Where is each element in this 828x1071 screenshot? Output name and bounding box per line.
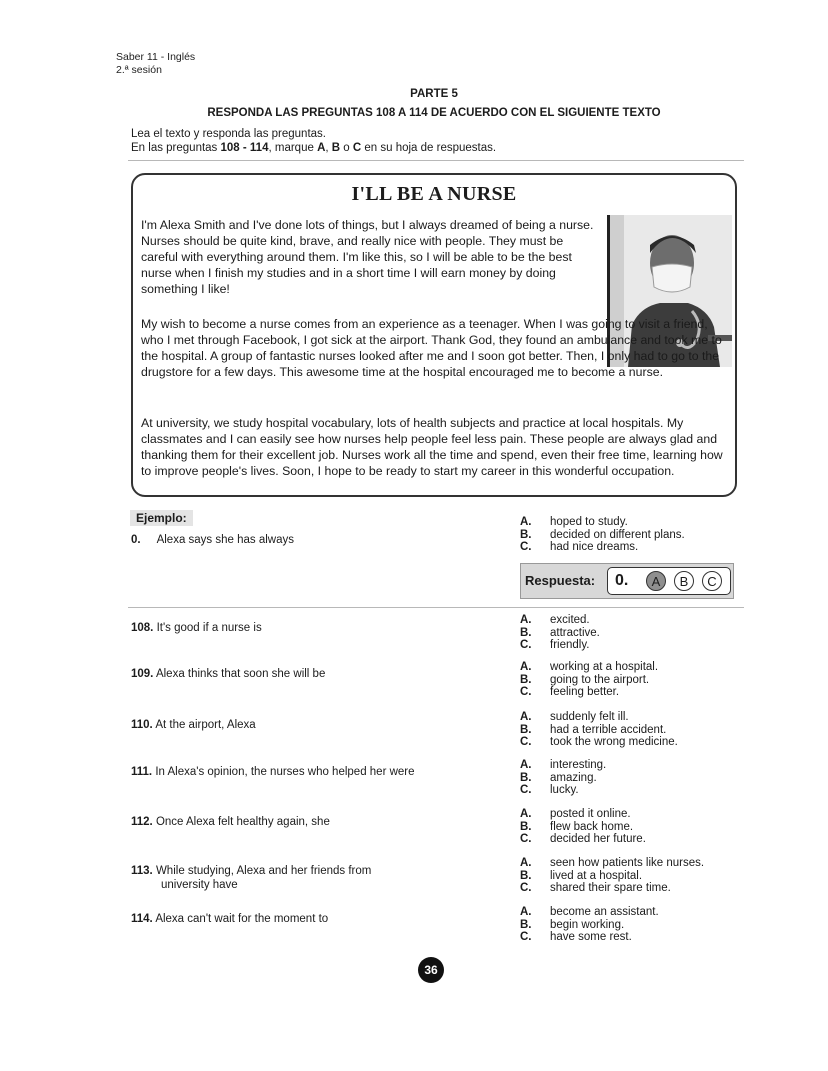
example-question (131, 533, 294, 547)
example-label: Ejemplo: (130, 510, 193, 526)
instruction-line-1: Lea el texto y responda las preguntas. (131, 128, 326, 140)
answer-number: 0. (615, 572, 629, 589)
divider (128, 160, 744, 161)
question-111: 111. In Alexa's opinion, the nurses who helped her were (131, 766, 415, 778)
example-options (520, 516, 685, 554)
question-112-options (520, 808, 646, 846)
exam-subject: Saber 11 - Inglés (116, 51, 196, 63)
example-question-text: Alexa says she has always (156, 534, 295, 546)
question-110-options (520, 711, 678, 749)
question-109-options (520, 661, 658, 699)
option: B. attractive. (520, 626, 600, 639)
example-number: 0. (131, 534, 141, 546)
part-title: PARTE 5 (410, 88, 458, 100)
reading-paragraph-3: At university, we study hospital vocabulary, lots of health subjects and practice at local hospitals. My classmates and I can easily see how nurses help people feel less pain. These people are always glad and thanking them for their excellent job. Nurses work all the time and spend, even their free time, learning how to improve people's lives. Soon, I hope to be ready to start my career in this wonderful occupation. (141, 416, 723, 478)
option: A. seen how patients like nurses. (520, 857, 705, 869)
option: A. excited. (520, 614, 590, 626)
reading-title: I'LL BE A NURSE (351, 183, 517, 205)
option: C. had nice dreams. (520, 541, 639, 553)
exam-session: 2.ª sesión (116, 64, 162, 76)
option: A. hoped to study. (520, 516, 628, 528)
question-113-options (520, 857, 704, 895)
option: C. lucky. (520, 784, 579, 796)
option: B. lived at a hospital. (520, 869, 643, 882)
option: A. suddenly felt ill. (520, 711, 629, 723)
option: C. took the wrong medicine. (520, 736, 678, 748)
divider (128, 607, 744, 608)
option: C. have some rest. (520, 931, 632, 943)
option: B. going to the airport. (520, 673, 650, 686)
reading-text-box (131, 173, 737, 497)
option: B. begin working. (520, 918, 625, 931)
instruction-line-2: En las preguntas 108 - 114, marque A, B o C en su hoja de respuestas. (131, 142, 497, 154)
question-108-options (520, 614, 600, 652)
option: A. become an assistant. (520, 906, 659, 918)
page-number: 36 (418, 957, 444, 983)
option: B. amazing. (520, 771, 597, 784)
option: B. flew back home. (520, 820, 634, 833)
question-112: 112. Once Alexa felt healthy again, she (131, 816, 330, 828)
option: A. working at a hospital. (520, 661, 659, 673)
option: C. shared their spare time. (520, 882, 671, 894)
instruction-title: RESPONDA LAS PREGUNTAS 108 A 114 DE ACUERDO CON EL SIGUIENTE TEXTO (207, 107, 661, 119)
question-110: 110. At the airport, Alexa (131, 719, 256, 731)
instructions (131, 127, 496, 155)
answer-bubbles (607, 567, 731, 595)
question-109: 109. Alexa thinks that soon she will be (131, 668, 326, 680)
option: C. friendly. (520, 639, 590, 651)
option: C. decided her future. (520, 833, 646, 845)
example-answer-box (520, 563, 734, 599)
question-114: 114. Alexa can't wait for the moment to (131, 913, 329, 925)
question-113: 113. While studying, Alexa and her friends from university have (131, 865, 372, 891)
question-111-options (520, 759, 606, 797)
bubble-b: B (674, 571, 694, 591)
bubble-c: C (702, 571, 722, 591)
question-114-options (520, 906, 659, 944)
bubble-a: A (646, 571, 666, 591)
reading-paragraph-2: My wish to become a nurse comes from an experience as a teenager. When I was going to visit a friend, who I met through Facebook, I got sick at the airport. Thank God, they found an ambulance and took me to the hospital. A group of fantastic nurses looked after me and I soon got better. Then, I only had to go to the drugstore for a few days. This awesome time at the hospital encouraged me to become a nurse. (141, 317, 722, 379)
option: A. posted it online. (520, 808, 631, 820)
answer-label: Respuesta: (525, 573, 596, 588)
option: B. decided on different plans. (520, 528, 685, 541)
option: C. feeling better. (520, 686, 620, 698)
question-108: 108. It's good if a nurse is (131, 622, 262, 634)
exam-header (116, 51, 195, 77)
reading-paragraph-1: I'm Alexa Smith and I've done lots of things, but I always dreamed of being a nurse. Nurses should be quite kind, brave, and really nice with people. They must be careful with everything around them. I'm like this, so I will be able to be the best nurse when I finish my studies and in a short time I will earn money by doing something I like! (141, 218, 594, 296)
option: A. interesting. (520, 759, 607, 771)
option: B. had a terrible accident. (520, 723, 667, 736)
